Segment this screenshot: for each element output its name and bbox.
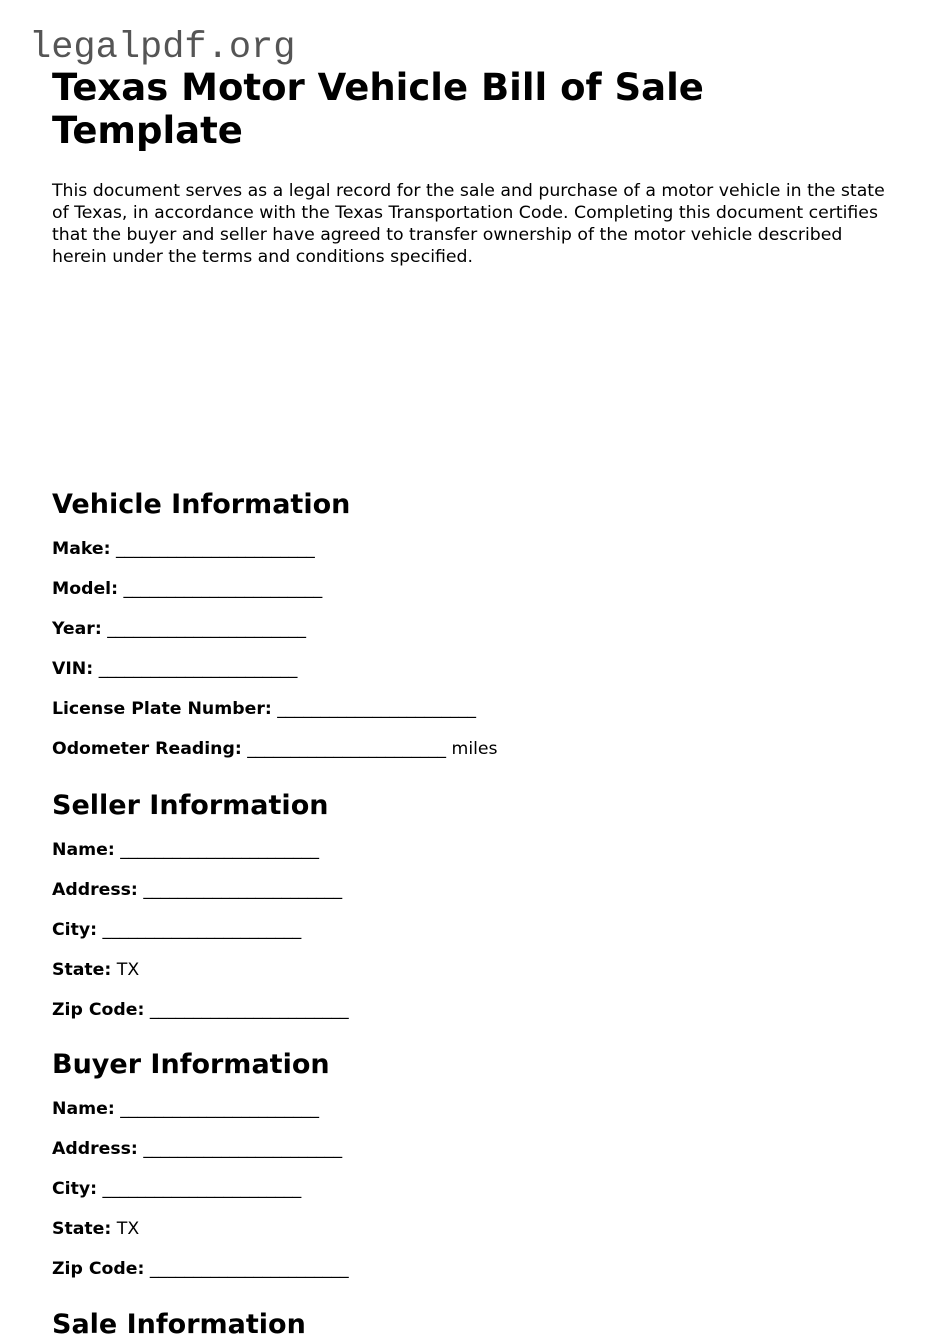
section-heading-seller: Seller Information <box>52 790 329 821</box>
section-heading-sale: Sale Information <box>52 1309 306 1340</box>
buyer-zip-blank[interactable]: _______________________ <box>149 1259 349 1279</box>
field-label: Year: <box>52 619 102 639</box>
document-page <box>52 66 892 1340</box>
license-plate-blank[interactable]: _______________________ <box>277 699 477 719</box>
buyer-information-section <box>52 1048 349 1298</box>
model-blank[interactable]: _______________________ <box>123 579 323 599</box>
sale-information-section <box>52 1308 306 1342</box>
vehicle-fields <box>52 538 498 778</box>
field-make <box>52 538 498 578</box>
field-label: Address: <box>52 1139 138 1159</box>
intro-paragraph: This document serves as a legal record for the sale and purchase of a motor vehicle in the state of Texas, in accordance with the Texas Transportation Code. Completing this document certifies that the buyer and seller have agreed to transfer ownership of the motor vehicle described herein under the terms and conditions specified. <box>52 181 885 267</box>
field-label: Address: <box>52 880 138 900</box>
field-label: VIN: <box>52 659 94 679</box>
odometer-blank[interactable]: _______________________ <box>247 739 446 759</box>
vehicle-information-section <box>52 488 498 778</box>
field-label: City: <box>52 1179 98 1199</box>
buyer-state-value: TX <box>116 1219 140 1239</box>
seller-city-blank[interactable]: _______________________ <box>102 920 302 940</box>
make-blank[interactable]: _______________________ <box>116 539 315 559</box>
field-vin <box>52 658 498 698</box>
field-buyer-name <box>52 1098 349 1138</box>
seller-information-section <box>52 789 349 1039</box>
buyer-fields <box>52 1098 349 1298</box>
buyer-address-blank[interactable]: _______________________ <box>143 1139 343 1159</box>
vin-blank[interactable]: _______________________ <box>98 659 298 679</box>
field-label: Odometer Reading: <box>52 739 242 759</box>
field-buyer-city <box>52 1178 349 1218</box>
field-seller-state <box>52 959 349 999</box>
field-label: Model: <box>52 579 118 599</box>
buyer-name-blank[interactable]: _______________________ <box>120 1099 319 1119</box>
field-buyer-address <box>52 1138 349 1178</box>
document-title: Texas Motor Vehicle Bill of Sale Template <box>52 66 704 152</box>
field-label: Name: <box>52 1099 115 1119</box>
field-label: City: <box>52 920 98 940</box>
seller-zip-blank[interactable]: _______________________ <box>149 1000 349 1020</box>
buyer-city-blank[interactable]: _______________________ <box>102 1179 302 1199</box>
seller-state-value: TX <box>116 960 140 980</box>
field-seller-zip <box>52 999 349 1039</box>
seller-address-blank[interactable]: _______________________ <box>143 880 343 900</box>
seller-name-blank[interactable]: _______________________ <box>120 840 319 860</box>
field-license-plate <box>52 698 498 738</box>
field-buyer-zip <box>52 1258 349 1298</box>
field-model <box>52 578 498 618</box>
field-label: Zip Code: <box>52 1259 145 1279</box>
seller-fields <box>52 839 349 1039</box>
field-label: Zip Code: <box>52 1000 145 1020</box>
field-buyer-state <box>52 1218 349 1258</box>
odometer-unit: miles <box>451 739 498 759</box>
field-label: License Plate Number: <box>52 699 272 719</box>
field-label: State: <box>52 960 112 980</box>
field-seller-address <box>52 879 349 919</box>
field-label: Name: <box>52 840 115 860</box>
field-seller-name <box>52 839 349 879</box>
field-label: State: <box>52 1219 112 1239</box>
field-year <box>52 618 498 658</box>
field-odometer <box>52 738 498 778</box>
year-blank[interactable]: _______________________ <box>107 619 306 639</box>
field-label: Make: <box>52 539 111 559</box>
field-seller-city <box>52 919 349 959</box>
site-watermark: legalpdf.org <box>29 27 296 69</box>
section-heading-buyer: Buyer Information <box>52 1049 330 1080</box>
section-heading-vehicle: Vehicle Information <box>52 489 351 520</box>
